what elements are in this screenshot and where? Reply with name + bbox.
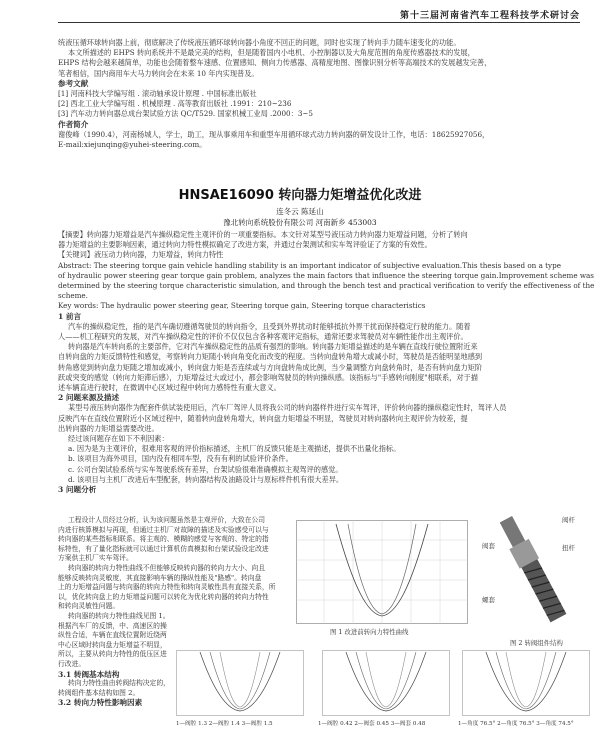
previous-article-tail	[58, 38, 491, 150]
body-line: 跃或突变的感觉（转向力矩滞后感），力矩增益过大或过小，都会影响驾驶员的转向操纵感。该指标与"手感转向刚度"相联系，对于描	[58, 372, 478, 382]
abstract-cn-line: 【摘要】转向器力矩增益是汽车操纵稳定性主观评价的一项重要指标。本文针对某型号液压动力转向器力矩增益问题，分析了转向	[58, 230, 468, 239]
body-line: 笔者相信，国内商用车大马力转向会在未来 10 年内实现普及。	[58, 68, 259, 78]
body-line: 所以，主要从转向力特性的低压区进	[58, 650, 167, 659]
body-line: 转角感觉到转向盘力矩随之增加或减小，转向盘力矩是否连续或与方向盘转角成比例，当少量调整方向盘转角时，是否有转向盘力矩阶	[58, 362, 483, 372]
body-line: 转阀组件基本结构如图 2。	[58, 688, 140, 697]
abstract-en-line: of hydraulic power steering gear torque gain problem, analyzes the main factors that influence the steering torque gain.Improvement scheme was	[58, 270, 594, 280]
abstract-en-line: Abstract: The steering torque gain vehicle handling stability is an important indicator of subjective evaluation.This thesis based on a type	[58, 260, 561, 270]
plot-frame	[463, 651, 590, 716]
label-screw: 螺套	[482, 596, 495, 604]
keywords-en: Key words: The hydraulic power steering gear, Steering torque gain, Steering torque characteristics	[58, 301, 426, 311]
body-line: 出转向器的力矩增益需要改进。	[58, 423, 159, 433]
worm-screw-shape	[521, 559, 566, 622]
body-line: 转向力特性曲由转阀结构决定的，	[68, 679, 170, 688]
body-line: 转向器的转向力特性曲线不但能够反映转向器的转向力大小、向且	[68, 563, 266, 572]
body-line: 方案供主机厂实车驾评。	[58, 554, 133, 563]
body-line: 转向器的某些指标相联系。将主观的、模糊的感觉与客观的、特定的指	[58, 535, 269, 544]
body-line: 内进行核算模拟与再现，但通过主机厂对故障的描述及实验感受可以与	[58, 525, 269, 534]
body-line: 某型号液压转向器作为配套件供试装使用后，汽车厂驾评人员将我公司的转向器样件进行实车驾评，评价转向器的操纵稳定性时，驾评人员	[68, 403, 507, 413]
abstract-cn-line: 器力矩增益的主要影响因素，通过转向力特性模拟确定了改进方案，并通过台架测试和实车驾评验证了方案的有效性。	[58, 240, 432, 250]
label-valve-sleeve: 阀套	[482, 542, 495, 550]
figure-2-caption: 图 2 转阀组件结构	[510, 639, 563, 647]
body-line: 本文所描述的 EHPS 转向系统并不是最完美的结构，但是随着国内小电机、小控制器以及大角度范围的角度传感器技术的发展，	[68, 48, 475, 58]
header-rule	[58, 22, 580, 23]
plot-1-caption: 1—阀腔 1.3 2—阀腔 1.4 3—阀腔 1.5	[176, 721, 273, 727]
body-line: 上的力矩增益问题与转向器的转向力特性和转向灵敏性具有直接关系，所	[58, 583, 276, 592]
author-bio-line: 谢俊峰（1990.4），河南杨城人，学士，助工，现从事乘用车和重型车用循环球式动力转向器的研发设计工作，电话：18625927056，	[58, 129, 490, 139]
body-line: 能够反映转向灵敏度，其直接影响车辆的操纵性能及"路感"。转向盘	[58, 573, 262, 582]
list-item: a. 因为是为主观评价，很难用客观的评价指标描述，主机厂的反馈只能是主观描述，提供不出量化指标。	[68, 444, 401, 454]
section-3-2-heading: 3.2 转向力特性影响因素	[58, 698, 143, 708]
body-line: 统液压循环球转向器上前，彻底解决了传统液压循环球转向器小角度不回正的问题，同时也实现了转向手力随车速变化的功能。	[58, 38, 461, 47]
article-affiliation: 豫北转向系统股份有限公司 河南新乡 453003	[223, 218, 377, 227]
section-3-1-heading: 3.1 转阀基本结构	[58, 669, 120, 679]
plot-comparison-2	[322, 650, 450, 716]
body-line: 反映汽车在直线位置附近小区域过程中，随着转向盘转角增大，转向盘力矩增益不明显，驾驶员对转向器转向主观评价为较差，提	[58, 413, 468, 423]
author-bio-line: E-mail:xiejunqing@yuhei-steering.com。	[58, 140, 207, 150]
section-1-heading: 1 前言	[58, 311, 82, 321]
body-line: 经过该问题存在如下不利因素：	[68, 434, 169, 444]
reference-item: [2] 西北工业大学编写组 . 机械原理 . 高等教育出版社 .1991：210~236	[58, 99, 292, 109]
body-line: 转向器是汽车转向系的主要部件，它对汽车操纵稳定性的品质有强烈的影响。转向器力矩增益描述的是车辆在直线行驶位置附近来	[68, 342, 478, 352]
body-line: EHPS 结构会越来越简单，功能也会随着整车速感、位置感知、侧向力传感器、高精度地图、图像识别分析等高端技术的发展越发完善，	[58, 58, 492, 68]
figure-2-valve-assembly	[478, 506, 590, 634]
body-line: 行改进。	[58, 659, 86, 668]
plot-frame	[323, 651, 450, 716]
label-torsion-bar: 扭杆	[562, 544, 575, 552]
valve-stem-shape	[500, 516, 526, 547]
body-line: 和转向灵敏性问题。	[58, 602, 120, 611]
body-line: 述车辆直进行驶时，在微调中心区域过程中转向力感特性有重大意义。	[58, 383, 281, 393]
plot-frame	[177, 651, 304, 716]
body-line: 以，优化转向盘上的力矩增益问题可以转化为优化转向器的转向力特性	[58, 592, 269, 601]
reference-item: [3] 汽车动力转向器总成台架试验方法 QC/T529. 国家机械工业局 .2000：3~5	[58, 109, 313, 119]
abstract-en-line: scheme.	[58, 291, 88, 301]
plot-3-caption: 1—角度 76.5° 2—角度 76.5° 3—角度 74.5°	[458, 721, 574, 727]
section-2-heading: 2 问题来源及描述	[58, 393, 120, 403]
abstract-block	[58, 230, 594, 495]
keywords-cn: 【关键词】液压动力转向器，力矩增益，转向力特性	[58, 250, 224, 260]
references-heading: 参考文献	[58, 78, 89, 88]
plot-comparison-3	[462, 650, 590, 716]
body-line: 转向器的转向力特性曲线见图 1。	[68, 611, 170, 620]
body-line: 中心区域时转向盘力矩增益不明显，	[58, 640, 167, 649]
list-item: c. 公司台架试验系统与实车驾驶系统有差异，台架试验很难准确模拟主观驾评的感觉。	[68, 464, 343, 474]
body-line: 纵性合适，车辆在直线位置附近绕两	[58, 631, 167, 640]
body-line: 人——机工程研究的发展，对汽车操纵稳定性的评价不仅仅包含各种客观评定指标，通常还要求驾驶员对车辆性能作出主观评价。	[58, 332, 468, 342]
plot-comparison-1	[176, 650, 304, 716]
valve-drawing	[496, 514, 568, 623]
plot-2-caption: 1—阀腔 0.42 2—阀套 0.45 3—阀套 0.48	[318, 721, 426, 727]
article-title: HNSAE16090 转向器力矩增益优化改进	[178, 188, 422, 203]
body-line: 根据汽车厂的反馈，中、高速区的操	[58, 621, 167, 630]
body-line: 汽车的操纵稳定性，指的是汽车确切遵循驾驶员的转向指令，且受到外界扰动时能够抵抗外界干扰而保持稳定行驶的能力。随着	[68, 321, 471, 331]
running-title: 第十三届河南省汽车工程科技学术研讨会	[399, 11, 580, 21]
article-authors: 连冬云 陈延山	[276, 207, 324, 216]
label-valve-stem: 阀杆	[562, 516, 575, 524]
body-line: 自转向盘的力矩反馈特性和感觉，考察转向力矩随小转向角变化而改变的程度。当转向盘转角增大或减小时，驾驶员是否能明显地感到	[58, 352, 483, 362]
body-line: 标特性，有了量化指标就可以通过计算机仿真模拟和台架试验设定改进	[58, 544, 269, 553]
author-heading: 作者简介	[58, 119, 89, 129]
section-3-heading: 3 问题分析	[58, 485, 97, 495]
abstract-en-line: determined by the steering torque characteristic simulation, and through the bench test and practical verification to verify the effectiveness of the	[58, 281, 595, 291]
reference-item: [1] 河南科技大学编写组 . 滚动轴承设计原理 . 中国标准出版社	[58, 89, 257, 99]
figure-1-steering-force-curve	[296, 520, 468, 624]
list-item: d. 该项目与主机厂改进后车型配套，转向器结构及油路设计与原标样件机有很大差异。	[68, 474, 344, 484]
figure-1-caption: 图 1 改进前转向力特性曲线	[330, 628, 409, 636]
list-item: b. 该项目为海外项目，国内没有相同车型，没有有利的试验评价条件。	[68, 454, 293, 464]
body-line: 工程设计人员经过分析，认为该问题虽然是主观评价，大致在公司	[68, 516, 266, 524]
